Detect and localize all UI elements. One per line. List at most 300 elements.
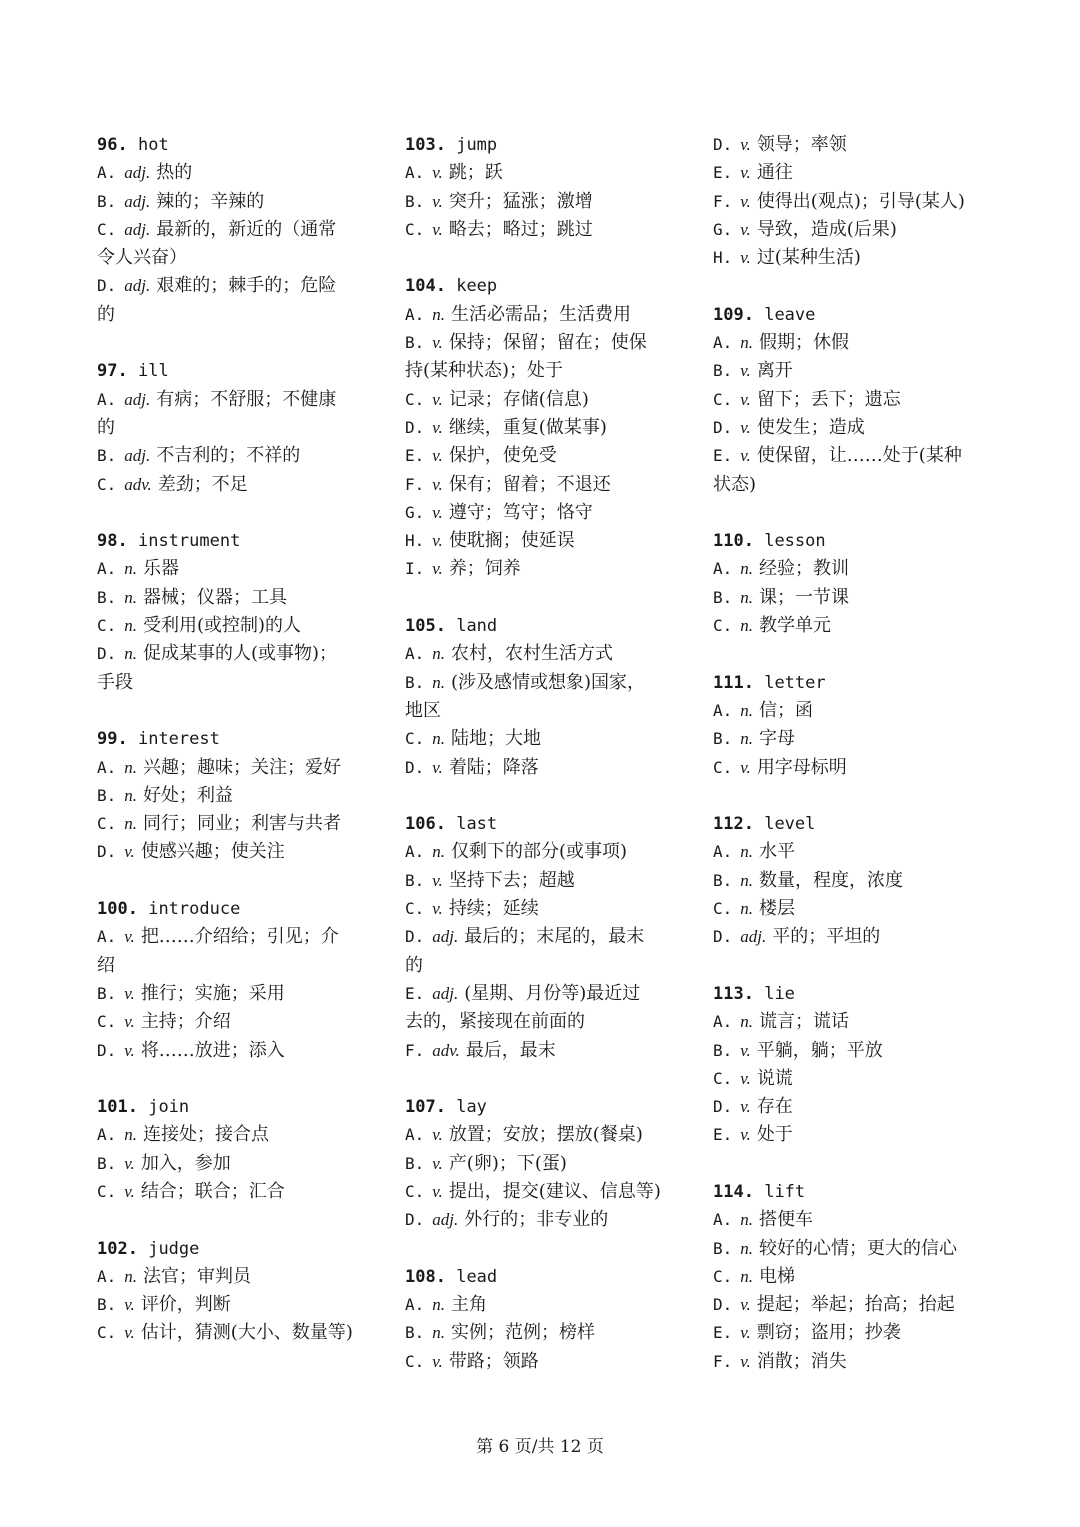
option-letter: B. xyxy=(97,785,117,805)
option-letter: A. xyxy=(97,163,117,183)
entry-number: 101. xyxy=(97,1097,138,1118)
definition-line xyxy=(713,188,993,216)
definition-text: 把……介绍给；引见；介 xyxy=(140,926,339,948)
option-letter: E. xyxy=(405,983,425,1003)
part-of-speech: v. xyxy=(740,1097,751,1117)
part-of-speech: n. xyxy=(740,559,754,579)
definition-text: 主持；介绍 xyxy=(140,1011,231,1033)
definition-text: 数量，程度，浓度 xyxy=(759,869,904,891)
part-of-speech: v. xyxy=(124,1323,135,1343)
entry-word: join xyxy=(148,1097,190,1118)
part-of-speech: v. xyxy=(740,163,751,183)
part-of-speech: adj. xyxy=(432,927,459,947)
definition-text: 持续；延续 xyxy=(448,898,539,920)
definition-line xyxy=(405,471,680,499)
definition-text: 经验；教训 xyxy=(759,558,850,580)
definition-text: 状态) xyxy=(713,473,757,495)
definition-text: (涉及感情或想象)国家， xyxy=(451,671,646,693)
option-letter: G. xyxy=(713,219,733,239)
definition-text: 使得出(观点)；引导(某人) xyxy=(756,190,965,212)
definition-line xyxy=(405,1206,680,1234)
entry-spacer xyxy=(713,782,993,810)
definition-line xyxy=(405,838,680,866)
definition-line xyxy=(713,923,993,951)
part-of-speech: n. xyxy=(124,785,138,805)
option-letter: D. xyxy=(97,1040,117,1060)
definition-text: 同行；同业；利害与共者 xyxy=(143,813,342,835)
definition-line xyxy=(713,386,993,414)
part-of-speech: v. xyxy=(740,1068,751,1088)
definition-line xyxy=(713,838,993,866)
definition-text: 评价，判断 xyxy=(140,1294,231,1316)
part-of-speech: v. xyxy=(740,248,751,268)
part-of-speech: v. xyxy=(432,417,443,437)
option-letter: E. xyxy=(713,1125,733,1145)
definition-continuation xyxy=(97,244,372,272)
option-letter: C. xyxy=(405,1351,425,1371)
entry-word: jump xyxy=(456,135,498,155)
definition-text: 放置；安放；摆放(餐桌) xyxy=(448,1124,643,1146)
definition-text: 有病；不舒服；不健康 xyxy=(156,388,337,410)
entry-spacer xyxy=(405,244,680,272)
entry-spacer xyxy=(713,952,993,980)
part-of-speech: adj. xyxy=(124,191,151,211)
entry-word: hot xyxy=(137,135,169,155)
definition-line xyxy=(97,1263,372,1291)
entry-headword xyxy=(405,1093,680,1121)
option-letter: A. xyxy=(405,163,425,183)
definition-line xyxy=(97,1319,372,1347)
definition-text: 差劲；不足 xyxy=(157,473,248,495)
part-of-speech: v. xyxy=(432,446,443,466)
vocab-entry xyxy=(405,612,680,782)
option-letter: B. xyxy=(405,672,425,692)
definition-text: 促成某事的人(或事物)； xyxy=(143,643,338,665)
entry-word: lie xyxy=(764,983,795,1004)
definition-line xyxy=(405,159,680,187)
definition-text: 使感兴趣；使关注 xyxy=(140,841,285,863)
entry-headword xyxy=(97,131,372,159)
entry-number: 114. xyxy=(713,1181,754,1202)
definition-line xyxy=(713,414,993,442)
entry-number: 108. xyxy=(405,1266,446,1287)
definition-line xyxy=(713,1263,993,1291)
option-letter: C. xyxy=(97,1323,117,1343)
definition-text: 去的，紧接现在前面的 xyxy=(405,1011,585,1033)
part-of-speech: v. xyxy=(432,502,443,522)
part-of-speech: v. xyxy=(432,1181,443,1201)
definition-text: 遵守；笃守；恪守 xyxy=(448,501,593,523)
part-of-speech: n. xyxy=(740,870,754,890)
part-of-speech: v. xyxy=(740,389,751,409)
option-letter: D. xyxy=(97,842,117,862)
definition-text: 留下；丢下；遗忘 xyxy=(756,388,901,410)
entry-word: ill xyxy=(137,361,169,382)
vocab-entry xyxy=(97,131,372,329)
part-of-speech: v. xyxy=(124,842,135,862)
definition-continuation xyxy=(97,952,372,980)
definition-line xyxy=(713,754,993,782)
entry-headword xyxy=(97,1093,372,1121)
definition-text: 将……放进；添入 xyxy=(140,1039,285,1061)
part-of-speech: v. xyxy=(432,1351,443,1371)
definition-line xyxy=(405,1178,680,1206)
option-letter: D. xyxy=(405,1210,425,1230)
part-of-speech: adj. xyxy=(124,276,151,296)
definition-continuation xyxy=(405,357,680,385)
entry-word: introduce xyxy=(148,899,241,920)
option-letter: C. xyxy=(405,219,425,239)
part-of-speech: n. xyxy=(740,1238,754,1258)
option-letter: B. xyxy=(97,983,117,1003)
definition-line xyxy=(405,640,680,668)
entry-spacer xyxy=(713,1150,993,1178)
entry-headword xyxy=(97,725,372,753)
definition-text: 加入，参加 xyxy=(140,1152,231,1174)
option-letter: C. xyxy=(713,616,733,636)
vocab-entry xyxy=(97,1235,372,1348)
option-letter: C. xyxy=(713,899,733,919)
entry-word: lay xyxy=(456,1097,487,1118)
definition-text: 带路；领路 xyxy=(448,1350,539,1372)
option-letter: H. xyxy=(405,531,425,551)
definition-line xyxy=(405,216,680,244)
part-of-speech: v. xyxy=(432,191,443,211)
definition-line xyxy=(713,442,993,470)
entry-number: 110. xyxy=(713,531,754,552)
option-letter: B. xyxy=(713,729,733,749)
definition-line xyxy=(405,923,680,951)
part-of-speech: n. xyxy=(432,1323,446,1343)
definition-text: 外行的；非专业的 xyxy=(464,1209,609,1231)
option-letter: B. xyxy=(713,361,733,381)
option-letter: A. xyxy=(713,1210,733,1230)
part-of-speech: v. xyxy=(740,417,751,437)
definition-text: 地区 xyxy=(405,699,441,721)
definition-text: 坚持下去；超越 xyxy=(448,869,575,891)
vocab-entry xyxy=(713,980,993,1150)
definition-text: 领导；率领 xyxy=(756,134,847,155)
option-letter: F. xyxy=(713,191,733,211)
part-of-speech: n. xyxy=(124,814,138,834)
definition-line xyxy=(713,725,993,753)
entry-headword xyxy=(405,131,680,159)
option-letter: I. xyxy=(405,559,425,579)
option-letter: D. xyxy=(405,417,425,437)
definition-line xyxy=(405,1319,680,1347)
entry-headword xyxy=(97,527,372,555)
option-letter: B. xyxy=(405,870,425,890)
definition-line xyxy=(97,584,372,612)
definition-text: 离开 xyxy=(756,360,793,382)
definition-text: 产(卵)；下(蛋) xyxy=(448,1152,567,1174)
definition-line xyxy=(405,669,680,697)
definition-line xyxy=(405,980,680,1008)
definition-line xyxy=(713,244,993,272)
definition-text: 辣的；辛辣的 xyxy=(156,190,265,212)
entry-number: 111. xyxy=(713,672,754,693)
definition-line xyxy=(405,1037,680,1065)
definition-line xyxy=(97,272,372,300)
definition-text: 字母 xyxy=(759,728,796,750)
definition-text: 使保留，让……处于(某种 xyxy=(756,445,962,467)
definition-continuation xyxy=(97,301,372,329)
definition-line xyxy=(405,442,680,470)
entry-number: 109. xyxy=(713,304,754,325)
vocab-entry xyxy=(405,810,680,1065)
definition-text: 的 xyxy=(97,416,115,438)
option-letter: B. xyxy=(713,587,733,607)
option-letter: C. xyxy=(97,616,117,636)
option-letter: C. xyxy=(97,474,117,494)
part-of-speech: v. xyxy=(740,1295,751,1315)
entry-headword xyxy=(713,301,993,329)
definition-text: 处于 xyxy=(756,1124,793,1146)
definition-line xyxy=(405,1121,680,1149)
entry-number: 99. xyxy=(97,729,128,750)
definition-text: 着陆；降落 xyxy=(448,756,539,778)
definition-text: 存在 xyxy=(756,1096,793,1118)
option-letter: B. xyxy=(405,1153,425,1173)
definition-line xyxy=(97,159,372,187)
option-letter: G. xyxy=(405,502,425,522)
definition-text: 信；函 xyxy=(759,699,814,721)
definition-text: 剽窃；盗用；抄袭 xyxy=(756,1322,901,1344)
entry-headword xyxy=(713,1178,993,1206)
part-of-speech: v. xyxy=(740,446,751,466)
part-of-speech: v. xyxy=(432,1125,443,1145)
part-of-speech: v. xyxy=(432,899,443,919)
option-letter: A. xyxy=(713,559,733,579)
definition-continuation xyxy=(405,697,680,725)
definition-line xyxy=(97,555,372,583)
definition-text: 结合；联合；汇合 xyxy=(140,1180,285,1202)
definition-text: 课；一节课 xyxy=(759,586,850,608)
option-letter: F. xyxy=(405,1040,425,1060)
option-letter: D. xyxy=(713,1097,733,1117)
option-letter: D. xyxy=(713,927,733,947)
definition-line xyxy=(405,329,680,357)
option-letter: D. xyxy=(713,1295,733,1315)
part-of-speech: adj. xyxy=(432,1210,459,1230)
part-of-speech: adj. xyxy=(124,219,151,239)
part-of-speech: adv. xyxy=(432,1040,460,1060)
option-letter: B. xyxy=(97,1295,117,1315)
option-letter: C. xyxy=(405,1181,425,1201)
entry-number: 102. xyxy=(97,1238,138,1259)
definition-text: 最后的；末尾的，最末 xyxy=(464,926,645,948)
definition-text: (星期、月份等)最近过 xyxy=(464,982,641,1004)
part-of-speech: n. xyxy=(740,333,754,353)
definition-line xyxy=(713,216,993,244)
part-of-speech: n. xyxy=(740,899,754,919)
definition-text: 略去；略过；跳过 xyxy=(448,218,593,240)
definition-line xyxy=(405,527,680,555)
option-letter: D. xyxy=(405,757,425,777)
part-of-speech: v. xyxy=(432,333,443,353)
entry-spacer xyxy=(97,329,372,357)
entry-number: 103. xyxy=(405,135,446,155)
part-of-speech: v. xyxy=(740,219,751,239)
definition-continuation xyxy=(405,952,680,980)
option-letter: B. xyxy=(713,1238,733,1258)
part-of-speech: n. xyxy=(432,304,446,324)
definition-text: 艰难的；棘手的；危险 xyxy=(156,275,337,297)
option-letter: C. xyxy=(405,389,425,409)
option-letter: D. xyxy=(97,276,117,296)
option-letter: A. xyxy=(405,842,425,862)
definition-line xyxy=(405,188,680,216)
option-letter: F. xyxy=(405,474,425,494)
definition-text: 跳；跃 xyxy=(448,162,503,184)
entry-word: leave xyxy=(764,304,816,325)
option-letter: B. xyxy=(405,333,425,353)
part-of-speech: adj. xyxy=(432,983,459,1003)
option-letter: B. xyxy=(97,446,117,466)
definition-text: 持(某种状态)；处于 xyxy=(405,360,564,382)
entry-spacer xyxy=(405,782,680,810)
option-letter: B. xyxy=(97,587,117,607)
entry-word: instrument xyxy=(137,531,241,552)
entry-spacer xyxy=(405,1235,680,1263)
entry-number: 97. xyxy=(97,361,128,382)
definition-line xyxy=(97,188,372,216)
definition-line xyxy=(405,499,680,527)
option-letter: C. xyxy=(405,729,425,749)
definition-text: 平的；平坦的 xyxy=(772,926,881,948)
definition-text: 绍 xyxy=(97,954,115,976)
definition-text: 不吉利的；不祥的 xyxy=(156,445,301,467)
definition-text: 保有；留着；不退还 xyxy=(448,473,611,495)
definition-continuation xyxy=(713,471,993,499)
part-of-speech: v. xyxy=(432,474,443,494)
option-letter: A. xyxy=(405,644,425,664)
definition-text: 实例；范例；榜样 xyxy=(451,1322,596,1344)
vocab-entry xyxy=(713,1178,993,1376)
definition-line xyxy=(713,1319,993,1347)
page-footer: 第 6 页/共 12 页 xyxy=(476,1437,604,1457)
entry-word: lift xyxy=(764,1181,806,1202)
definition-line xyxy=(713,1008,993,1036)
entry-word: interest xyxy=(137,729,220,750)
vocab-entry xyxy=(405,1263,680,1376)
definition-text: 说谎 xyxy=(756,1067,793,1089)
part-of-speech: n. xyxy=(432,644,446,664)
definition-text: 热的 xyxy=(156,162,193,184)
entry-number: 105. xyxy=(405,616,446,637)
part-of-speech: v. xyxy=(432,1153,443,1173)
definition-line xyxy=(405,754,680,782)
definition-text: 令人兴奋） xyxy=(97,247,187,269)
entry-spacer xyxy=(97,697,372,725)
part-of-speech: v. xyxy=(740,1351,751,1371)
entry-number: 106. xyxy=(405,814,446,835)
part-of-speech: v. xyxy=(432,531,443,551)
part-of-speech: n. xyxy=(124,616,138,636)
definition-text: 导致，造成(后果) xyxy=(756,218,897,240)
definition-line xyxy=(97,838,372,866)
definition-text: 水平 xyxy=(759,841,796,863)
definition-line xyxy=(405,555,680,583)
definition-line xyxy=(97,471,372,499)
entry-spacer xyxy=(405,584,680,612)
definition-text: 陆地；大地 xyxy=(451,728,542,750)
definition-text: 使耽搁；使延误 xyxy=(448,530,575,552)
option-letter: A. xyxy=(97,757,117,777)
definition-text: 教学单元 xyxy=(759,615,832,637)
definition-line xyxy=(713,612,993,640)
option-letter: D. xyxy=(713,135,733,154)
definition-line xyxy=(405,301,680,329)
option-letter: A. xyxy=(97,389,117,409)
entry-number: 107. xyxy=(405,1097,446,1118)
part-of-speech: v. xyxy=(740,757,751,777)
vocab-entry xyxy=(97,357,372,498)
definition-text: 记录；存储(信息) xyxy=(448,388,589,410)
definition-line xyxy=(713,1121,993,1149)
part-of-speech: v. xyxy=(432,219,443,239)
definition-line xyxy=(97,810,372,838)
entry-number: 104. xyxy=(405,276,446,297)
part-of-speech: v. xyxy=(740,1323,751,1343)
column-left xyxy=(97,131,372,1348)
entry-headword xyxy=(713,669,993,697)
part-of-speech: v. xyxy=(432,757,443,777)
definition-text: 生活必需品；生活费用 xyxy=(451,303,632,325)
part-of-speech: n. xyxy=(124,1125,138,1145)
part-of-speech: v. xyxy=(432,163,443,183)
definition-line xyxy=(97,1150,372,1178)
vocab-entry xyxy=(713,301,993,499)
definition-line xyxy=(97,1121,372,1149)
entry-word: land xyxy=(456,616,498,637)
definition-line xyxy=(97,754,372,782)
definition-line xyxy=(405,895,680,923)
option-letter: B. xyxy=(713,1040,733,1060)
definition-text: 最新的，新近的（通常 xyxy=(156,218,337,240)
definition-line xyxy=(405,867,680,895)
definition-text: 保持；保留；留在；使保 xyxy=(448,332,647,354)
vocab-entry xyxy=(97,1093,372,1206)
definition-text: 估计，猜测(大小、数量等) xyxy=(140,1322,353,1344)
part-of-speech: n. xyxy=(740,587,754,607)
vocab-entry xyxy=(97,725,372,866)
part-of-speech: v. xyxy=(740,361,751,381)
entry-word: last xyxy=(456,814,498,835)
option-letter: B. xyxy=(97,1153,117,1173)
definition-text: 好处；利益 xyxy=(143,784,234,806)
definition-line xyxy=(713,584,993,612)
entry-spacer xyxy=(97,1206,372,1234)
entry-number: 96. xyxy=(97,135,128,155)
definition-text: 的 xyxy=(405,954,423,976)
part-of-speech: n. xyxy=(740,842,754,862)
part-of-speech: n. xyxy=(432,672,446,692)
part-of-speech: n. xyxy=(124,587,138,607)
entry-spacer xyxy=(405,1065,680,1093)
definition-line xyxy=(713,1037,993,1065)
part-of-speech: v. xyxy=(124,1040,135,1060)
definition-text: 继续，重复(做某事) xyxy=(448,416,607,438)
definition-line xyxy=(97,216,372,244)
definition-text: 保护，使免受 xyxy=(448,445,557,467)
definition-line xyxy=(713,1093,993,1121)
part-of-speech: v. xyxy=(432,389,443,409)
definition-line xyxy=(713,1348,993,1376)
definition-text: 乐器 xyxy=(143,558,180,580)
definition-text: 使发生；造成 xyxy=(756,416,865,438)
part-of-speech: v. xyxy=(432,559,443,579)
